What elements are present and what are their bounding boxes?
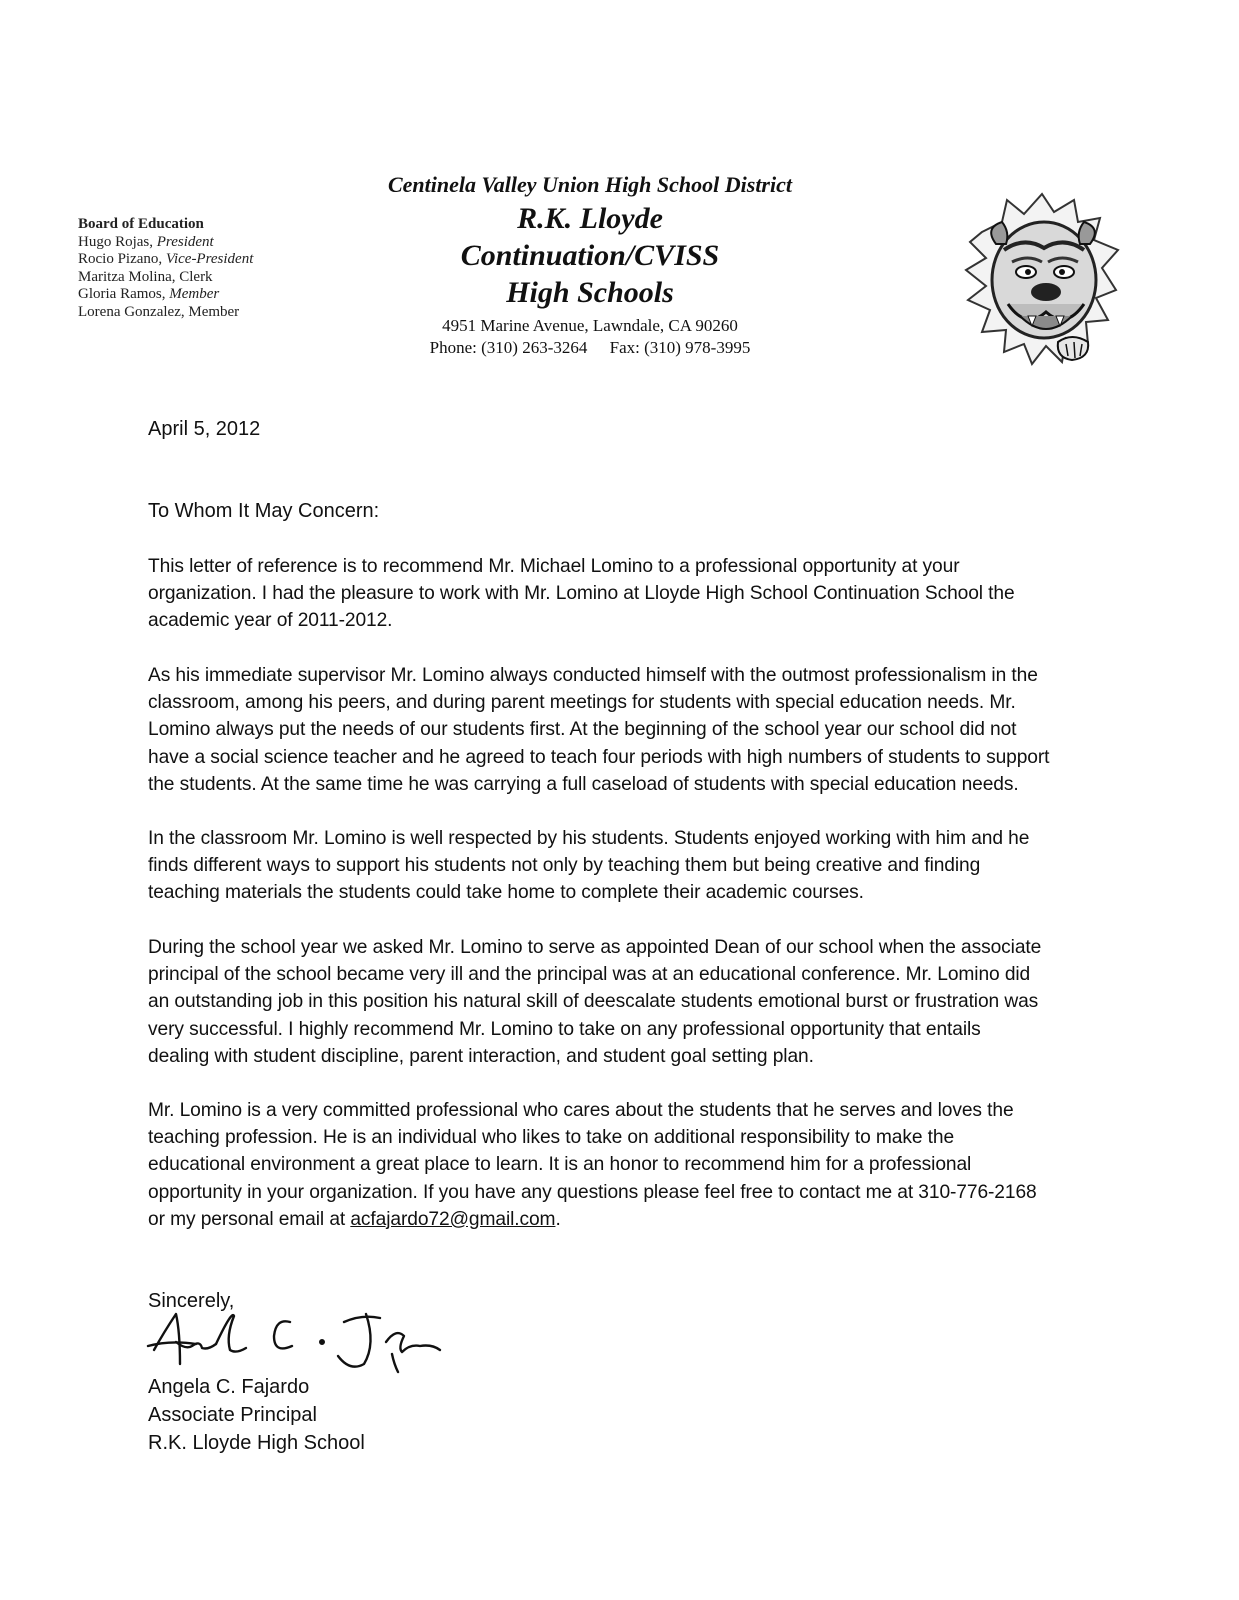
- text-line: teaching materials the students could take home to complete their academic courses.: [148, 882, 864, 904]
- board-of-education: [78, 216, 253, 321]
- text-line: During the school year we asked Mr. Lomino to serve as appointed Dean of our school when the associate: [148, 937, 1042, 958]
- text-line: the students. At the same time he was carrying a full caseload of students with special education needs.: [148, 773, 1019, 795]
- signer-school: R.K. Lloyde High School: [148, 1432, 365, 1454]
- text-line: In the classroom Mr. Lomino is well respected by his students. Students enjoyed working with him and he: [148, 828, 1030, 849]
- letterhead: [330, 170, 850, 359]
- letter-date: April 5, 2012: [148, 418, 261, 440]
- text-line: academic year of 2011-2012.: [148, 610, 393, 632]
- text-line: educational environment a great place to learn. It is an honor to recommend him for a professional: [148, 1154, 972, 1176]
- text-line: have a social science teacher and he agreed to teach four periods with high numbers of students to support: [148, 746, 1050, 768]
- school-name-line-3: High Schools: [506, 276, 674, 309]
- contact-line: [330, 337, 850, 359]
- bulldog-mascot-icon: [962, 192, 1120, 367]
- text-line: organization. I had the pleasure to work with Mr. Lomino at Lloyde High School Continuation School the: [148, 583, 1015, 605]
- text-line: or my personal email at acfajardo72@gmail.com.: [148, 1208, 561, 1230]
- text-line: finds different ways to support his students not only by teaching them but being creative and finding: [148, 855, 981, 877]
- text-line: very successful. I highly recommend Mr. Lomino to take on any professional opportunity that entails: [148, 1018, 981, 1040]
- text-line: dealing with student discipline, parent interaction, and student goal setting plan.: [148, 1045, 814, 1067]
- board-member: Rocio Pizano, Vice-President: [78, 251, 254, 267]
- school-address: 4951 Marine Avenue, Lawndale, CA 90260: [442, 316, 738, 335]
- closing: Sincerely,: [148, 1290, 235, 1312]
- board-member: Gloria Ramos, Member: [78, 286, 220, 302]
- salutation: To Whom It May Concern:: [148, 500, 380, 522]
- text-line: an outstanding job in this position his natural skill of deescalate students emotional burst or frustration was: [148, 991, 1039, 1013]
- text-line: classroom, among his peers, and during parent meetings for students with special education needs. Mr.: [148, 692, 1016, 714]
- text-line: This letter of reference is to recommend Mr. Michael Lomino to a professional opportunity at your: [148, 556, 960, 577]
- paragraph-2: [148, 662, 1108, 798]
- email-link[interactable]: acfajardo72@gmail.com: [350, 1208, 556, 1230]
- signer-title: Associate Principal: [148, 1404, 317, 1426]
- paragraph-3: [148, 825, 1108, 907]
- signer-name: Angela C. Fajardo: [148, 1376, 310, 1398]
- paragraph-4: [148, 934, 1108, 1070]
- board-member: Maritza Molina, Clerk: [78, 268, 213, 285]
- district-name: Centinela Valley Union High School District: [387, 172, 792, 197]
- school-name-line-1: R.K. Lloyde: [517, 202, 663, 235]
- board-member: Hugo Rojas, President: [78, 233, 214, 250]
- text-line: principal of the school became very ill and the principal was at an educational conference. Mr. Lomino did: [148, 964, 1031, 986]
- text-line: Mr. Lomino is a very committed professional who cares about the students that he serves and loves the: [148, 1100, 1014, 1121]
- text-line: opportunity in your organization. If you have any questions please feel free to contact me at 310-776-2168: [148, 1181, 1037, 1203]
- fax-number: Fax: (310) 978-3995: [609, 338, 751, 357]
- phone-number: Phone: (310) 263-3264: [429, 338, 588, 357]
- paragraph-5: [148, 1097, 1108, 1233]
- school-name-line-2: Continuation/CVISS: [460, 239, 720, 272]
- text-line: teaching profession. He is an individual who likes to take on additional responsibility to make the: [148, 1127, 955, 1149]
- signer-block: [148, 1373, 365, 1457]
- board-title: Board of Education: [78, 216, 204, 232]
- paragraph-1: [148, 553, 1108, 635]
- board-member: Lorena Gonzalez, Member: [78, 303, 240, 320]
- text-line: Lomino always put the needs of our students first. At the beginning of the school year our school did not: [148, 719, 1017, 741]
- text-line: As his immediate supervisor Mr. Lomino always conducted himself with the outmost professionalism in the: [148, 665, 1038, 686]
